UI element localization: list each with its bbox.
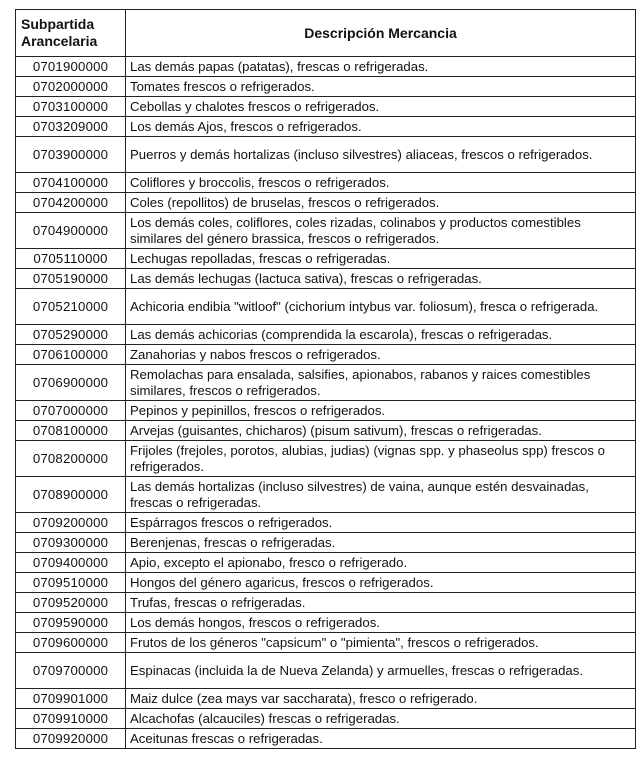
- tariff-code-cell: 0709400000: [16, 553, 126, 573]
- description-cell: Los demás hongos, frescos o refrigerados.: [126, 613, 636, 633]
- table-row: [16, 533, 636, 553]
- tariff-code-cell: 0709200000: [16, 513, 126, 533]
- description-cell: Alcachofas (alcauciles) frescas o refrigeradas.: [126, 709, 636, 729]
- description-cell: Apio, excepto el apionabo, fresco o refrigerado.: [126, 553, 636, 573]
- description-cell: Puerros y demás hortalizas (incluso silvestres) aliaceas, frescos o refrigerados.: [126, 137, 636, 173]
- table-row: [16, 729, 636, 749]
- table-row: [16, 289, 636, 325]
- tariff-code-cell: 0709700000: [16, 653, 126, 689]
- tariff-code-cell: 0706900000: [16, 365, 126, 401]
- description-cell: Berenjenas, frescas o refrigeradas.: [126, 533, 636, 553]
- description-cell: Las demás achicorias (comprendida la escarola), frescas o refrigeradas.: [126, 325, 636, 345]
- description-cell: Frutos de los géneros "capsicum" o "pimienta", frescos o refrigerados.: [126, 633, 636, 653]
- description-cell: Hongos del género agaricus, frescos o refrigerados.: [126, 573, 636, 593]
- description-cell: Los demás coles, coliflores, coles rizadas, colinabos y productos comestibles similares del género brassica, frescos o refrigerados.: [126, 213, 636, 249]
- description-cell: Remolachas para ensalada, salsifies, apionabos, rabanos y raices comestibles similares, frescos o refrigerados.: [126, 365, 636, 401]
- table-row: [16, 173, 636, 193]
- table-row: [16, 325, 636, 345]
- tariff-code-cell: 0704100000: [16, 173, 126, 193]
- description-cell: Los demás Ajos, frescos o refrigerados.: [126, 117, 636, 137]
- description-cell: Las demás lechugas (lactuca sativa), frescas o refrigeradas.: [126, 269, 636, 289]
- description-cell: Coliflores y broccolis, frescos o refrigerados.: [126, 173, 636, 193]
- tariff-code-cell: 0709590000: [16, 613, 126, 633]
- tariff-code-cell: 0709520000: [16, 593, 126, 613]
- table-row: [16, 653, 636, 689]
- description-cell: Achicoria endibia "witloof" (cichorium intybus var. foliosum), fresca o refrigerada.: [126, 289, 636, 325]
- table-row: [16, 249, 636, 269]
- table-row: [16, 213, 636, 249]
- table-row: [16, 77, 636, 97]
- column-header-code-line1: Subpartida: [21, 16, 95, 32]
- description-cell: Espinacas (incluida la de Nueva Zelanda) y armuelles, frescas o refrigeradas.: [126, 653, 636, 689]
- tariff-code-cell: 0703900000: [16, 137, 126, 173]
- column-header-code: [16, 10, 126, 57]
- table-row: [16, 613, 636, 633]
- table-row: [16, 137, 636, 173]
- tariff-code-cell: 0704900000: [16, 213, 126, 249]
- description-cell: Pepinos y pepinillos, frescos o refrigerados.: [126, 401, 636, 421]
- tariff-code-cell: 0703100000: [16, 97, 126, 117]
- tariff-table: [15, 9, 636, 749]
- description-cell: Tomates frescos o refrigerados.: [126, 77, 636, 97]
- description-cell: Trufas, frescas o refrigeradas.: [126, 593, 636, 613]
- table-row: [16, 57, 636, 77]
- tariff-code-cell: 0708100000: [16, 421, 126, 441]
- table-row: [16, 689, 636, 709]
- description-cell: Las demás hortalizas (incluso silvestres) de vaina, aunque estén desvainadas, frescas o refrigeradas.: [126, 477, 636, 513]
- table-row: [16, 97, 636, 117]
- description-cell: Cebollas y chalotes frescos o refrigerados.: [126, 97, 636, 117]
- tariff-code-cell: 0705290000: [16, 325, 126, 345]
- tariff-code-cell: 0701900000: [16, 57, 126, 77]
- description-cell: Espárragos frescos o refrigerados.: [126, 513, 636, 533]
- table-row: [16, 441, 636, 477]
- tariff-code-cell: 0709510000: [16, 573, 126, 593]
- tariff-document: [15, 9, 635, 749]
- tariff-code-cell: 0705110000: [16, 249, 126, 269]
- tariff-code-cell: 0709300000: [16, 533, 126, 553]
- description-cell: Lechugas repolladas, frescas o refrigeradas.: [126, 249, 636, 269]
- table-row: [16, 477, 636, 513]
- description-cell: Zanahorias y nabos frescos o refrigerados.: [126, 345, 636, 365]
- tariff-code-cell: 0706100000: [16, 345, 126, 365]
- table-header-row: [16, 10, 636, 57]
- description-cell: Maiz dulce (zea mays var saccharata), fresco o refrigerado.: [126, 689, 636, 709]
- description-cell: Arvejas (guisantes, chicharos) (pisum sativum), frescas o refrigeradas.: [126, 421, 636, 441]
- tariff-code-cell: 0704200000: [16, 193, 126, 213]
- tariff-code-cell: 0709901000: [16, 689, 126, 709]
- table-row: [16, 401, 636, 421]
- tariff-code-cell: 0703209000: [16, 117, 126, 137]
- table-row: [16, 553, 636, 573]
- column-header-description: Descripción Mercancia: [126, 10, 636, 57]
- tariff-code-cell: 0707000000: [16, 401, 126, 421]
- description-cell: Frijoles (frejoles, porotos, alubias, judias) (vignas spp. y phaseolus spp) frescos o refrigerados.: [126, 441, 636, 477]
- description-cell: Las demás papas (patatas), frescas o refrigeradas.: [126, 57, 636, 77]
- tariff-code-cell: 0708200000: [16, 441, 126, 477]
- table-row: [16, 117, 636, 137]
- tariff-code-cell: 0705190000: [16, 269, 126, 289]
- table-row: [16, 709, 636, 729]
- tariff-code-cell: 0709920000: [16, 729, 126, 749]
- table-row: [16, 593, 636, 613]
- table-row: [16, 633, 636, 653]
- description-cell: Coles (repollitos) de bruselas, frescos o refrigerados.: [126, 193, 636, 213]
- table-row: [16, 421, 636, 441]
- description-cell: Aceitunas frescas o refrigeradas.: [126, 729, 636, 749]
- tariff-code-cell: 0708900000: [16, 477, 126, 513]
- column-header-code-line2: Arancelaria: [21, 33, 98, 49]
- table-row: [16, 513, 636, 533]
- tariff-code-cell: 0702000000: [16, 77, 126, 97]
- tariff-code-cell: 0705210000: [16, 289, 126, 325]
- table-row: [16, 345, 636, 365]
- tariff-code-cell: 0709910000: [16, 709, 126, 729]
- table-row: [16, 193, 636, 213]
- table-row: [16, 573, 636, 593]
- tariff-code-cell: 0709600000: [16, 633, 126, 653]
- table-row: [16, 365, 636, 401]
- table-row: [16, 269, 636, 289]
